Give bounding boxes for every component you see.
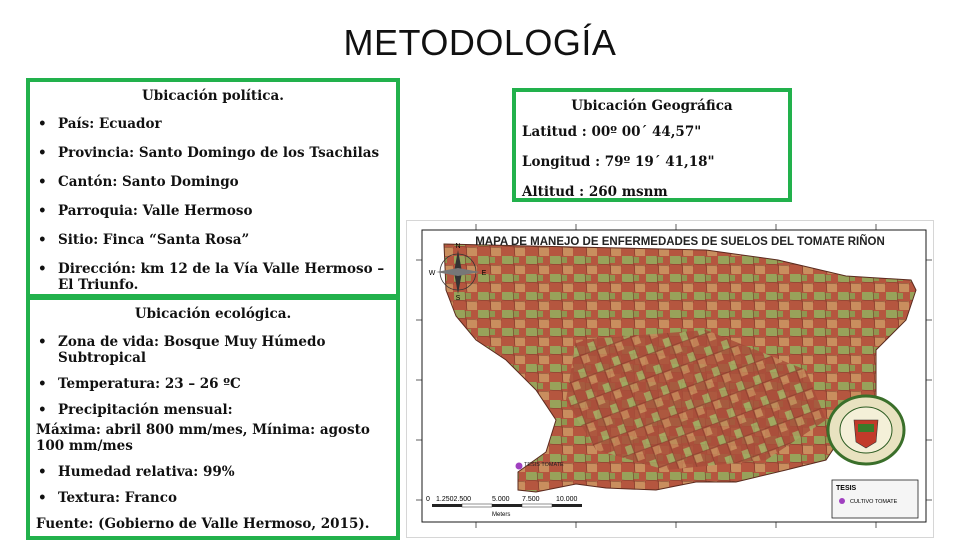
geographic-location-box (512, 88, 792, 202)
list-item: • Textura: Franco (30, 490, 396, 506)
source-citation: Fuente: (Gobierno de Valle Hermoso, 2015). (36, 516, 370, 532)
svg-text:0: 0 (426, 496, 430, 503)
svg-text:CULTIVO TOMATE: CULTIVO TOMATE (850, 499, 898, 505)
list-item: • Dirección: km 12 de la Vía Valle Hermoso – El Triunfo. (30, 261, 396, 293)
longitude-text: Longitud : 79º 19´ 41,18" (522, 154, 715, 170)
list-item: • Temperatura: 23 – 26 ºC (30, 376, 396, 392)
ecological-location-list (30, 334, 396, 418)
ecological-location-header: Ubicación ecológica. (134, 306, 292, 322)
altitude-text: Altitud : 260 msnm (522, 184, 668, 200)
university-seal-icon (828, 396, 904, 464)
svg-text:N: N (455, 243, 461, 250)
list-item: • Precipitación mensual: (30, 402, 396, 418)
list-item: • Provincia: Santo Domingo de los Tsachilas (30, 145, 396, 161)
list-item: • Parroquia: Valle Hermoso (30, 203, 396, 219)
svg-text:S: S (455, 295, 461, 302)
political-location-box (26, 78, 400, 298)
ecological-location-list-2 (30, 464, 396, 506)
list-item: • Cantón: Santo Domingo (30, 174, 396, 190)
ecological-location-box (26, 296, 400, 540)
soil-disease-map (406, 220, 934, 538)
latitude-text: Latitud : 00º 00´ 44,57" (522, 124, 702, 140)
map-figure (406, 220, 934, 538)
svg-text:Meters: Meters (492, 512, 511, 518)
svg-text:5.000: 5.000 (492, 496, 510, 503)
map-title: MAPA DE MANEJO DE ENFERMEDADES DE SUELOS DEL TOMATE RIÑON (475, 236, 885, 248)
svg-text:E: E (481, 270, 487, 277)
list-item: • Humedad relativa: 99% (30, 464, 396, 480)
list-item: • Sitio: Finca “Santa Rosa” (30, 232, 396, 248)
map-legend (832, 480, 918, 518)
max-min-precipitation: Máxima: abril 800 mm/mes, Mínima: agosto 100 mm/mes (36, 422, 370, 454)
svg-text:1.2502.500: 1.2502.500 (436, 496, 472, 503)
page-title: METODOLOGÍA (343, 22, 617, 63)
list-item: • País: Ecuador (30, 116, 396, 132)
site-label: TESIS TOMATE (524, 462, 564, 468)
svg-text:7.500: 7.500 (522, 496, 540, 503)
political-location-list (30, 116, 396, 293)
geographic-location-header: Ubicación Geográfica (571, 98, 733, 114)
site-marker-icon (516, 463, 523, 470)
svg-text:TESIS: TESIS (836, 485, 857, 492)
svg-text:10.000: 10.000 (556, 496, 578, 503)
list-item: • Zona de vida: Bosque Muy Húmedo Subtropical (30, 334, 396, 366)
svg-text:W: W (428, 270, 436, 277)
political-location-header: Ubicación política. (142, 88, 284, 104)
